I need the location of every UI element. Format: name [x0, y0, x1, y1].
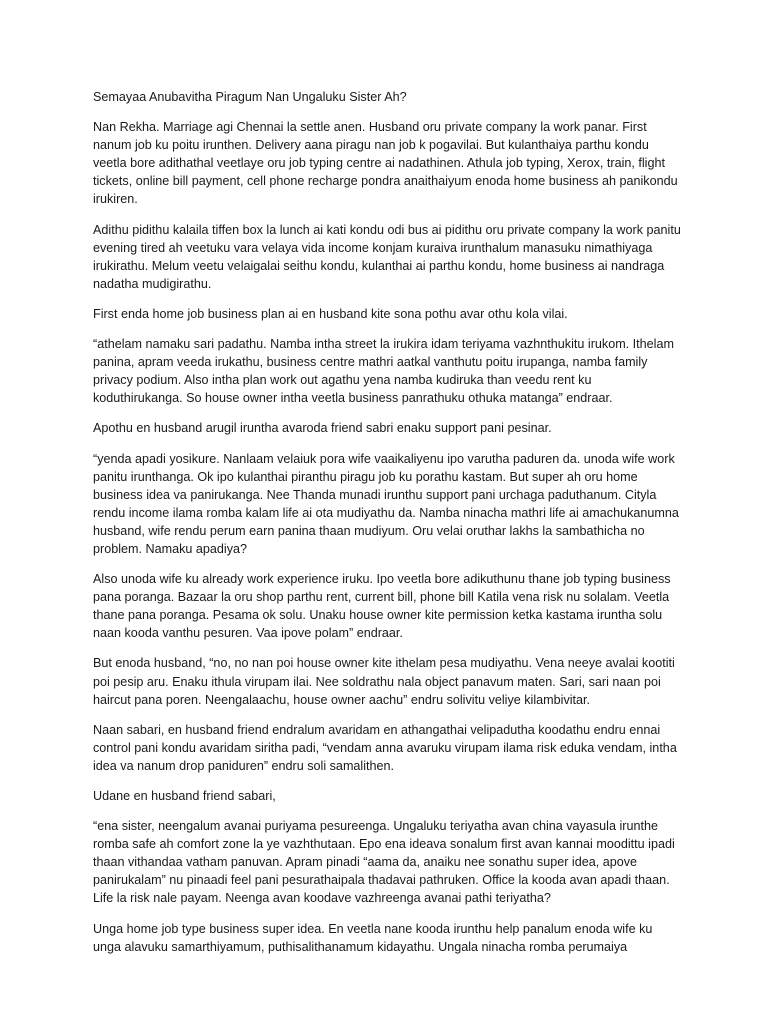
- paragraph: First enda home job business plan ai en husband kite sona pothu avar othu kola vilai.: [93, 306, 568, 321]
- paragraph: “athelam namaku sari padathu. Namba intha street la irukira idam teriyama vazhnthukitu irukom. Ithelam panina, apram veeda irukathu, business centre mathri aatkal vanthutu poitu irupanga, namba family privacy podium. Also intha plan work out agathu yena namba kudiruka than veedu rent ku koduthirukanga. So house owner intha veetla business panrathuku othuka matanga” endraar.: [93, 337, 674, 406]
- paragraph: Also unoda wife ku already work experience iruku. Ipo veetla bore adikuthunu thane job typing business pana poranga. Bazaar la oru shop parthu rent, current bill, phone bill Katila vena risk nu solalam. Veetla thane pana poranga. Pesama ok solu. Unaku house owner kite permission ketka kastama iruntha solu naan kooda vanthu pesuren. Vaa ipove polam” endraar.: [93, 572, 671, 641]
- document-title: Semayaa Anubavitha Piragum Nan Ungaluku Sister Ah?: [93, 90, 407, 104]
- paragraph: Naan sabari, en husband friend endralum avaridam en athangathai velipadutha koodathu endru ennai control pani kondu avaridam siritha padi, “vendam anna avaruku virupam ilama risk eduka vendam, intha idea va nanum drop paniduren” endru soli samalithen.: [93, 722, 677, 773]
- paragraph: “ena sister, neengalum avanai puriyama pesureenga. Ungaluku teriyatha avan china vayasula irunthe romba safe ah comfort zone la ye vazhthutaan. Epo ena ideava sonalum first avan kannai moodittu ipadi thaan vithandaa vatham panuvan. Apram pinadi “aama da, anaiku nee sonathu super idea, apove panirukalam” nu pinaadi feel pani pesurathaipala thadavai pathruken. Office la kooda avan apadi thaan. Life la risk nale payam. Neenga avan koodave vazhreenga avanai pathi teriyatha?: [93, 819, 675, 906]
- paragraph: Apothu en husband arugil iruntha avaroda friend sabri enaku support pani pesinar.: [93, 421, 552, 436]
- paragraph: Nan Rekha. Marriage agi Chennai la settle anen. Husband oru private company la work panar. First nanum job ku poitu irunthen. Delivery aana piragu nan job k pogavilai. But kulanthaiya parthu kondu veetla bore adithathal veetlaye oru job typing centre ai nadathinen. Athula job typing, Xerox, train, flight tickets, online bill payment, cell phone recharge pondra anaithaiyum enoda home business ah panikondu irukiren.: [93, 120, 678, 207]
- paragraph: But enoda husband, “no, no nan poi house owner kite ithelam pesa mudiyathu. Vena neeye avalai kootiti poi pesip aru. Enaku ithula virupam ilai. Nee soldrathu nala object panavum maten. Sari, sari naan poi haircut pana poren. Neengalaachu, house owner aachu” endru solivitu veliye kilambivitar.: [93, 656, 675, 707]
- paragraph: Adithu pidithu kalaila tiffen box la lunch ai kati kondu odi bus ai pidithu oru private company la work panitu evening tired ah veetuku vara velaya vida income konjam kuraiva irunthalum manasuku nimathiyaga irukirathu. Melum veetu velaigalai seithu kondu, kulanthai ai parthu kondu, home business ai nandraga nadatha mudigirathu.: [93, 222, 681, 291]
- paragraph: Udane en husband friend sabari,: [93, 789, 276, 803]
- paragraph: “yenda apadi yosikure. Nanlaam velaiuk pora wife vaaikaliyenu ipo varutha paduren da. unoda wife work panitu irunthanga. Ok ipo kulanthai piranthu piragu job ku porathu kastam. But super ah oru home business idea va panirukanga. Nee Thanda munadi irunthu support pani urchaga paduthanum. Cityla rendu income ilama romba kalam life ai ota mudiyathu da. Namba ninacha mathri life ai amachukanumna husband, wife rendu perum earn panina thaan mudiyum. Oru velai oruthar lakhs la sambathicha no problem. Namaku apadiya?: [93, 451, 679, 556]
- paragraph: Unga home job type business super idea. En veetla nane kooda irunthu help panalum enoda wife ku unga alavuku samarthiyamum, puthisalithanamum kidayathu. Ungala ninacha romba perumaiya: [93, 921, 653, 954]
- document-body: [93, 88, 683, 968]
